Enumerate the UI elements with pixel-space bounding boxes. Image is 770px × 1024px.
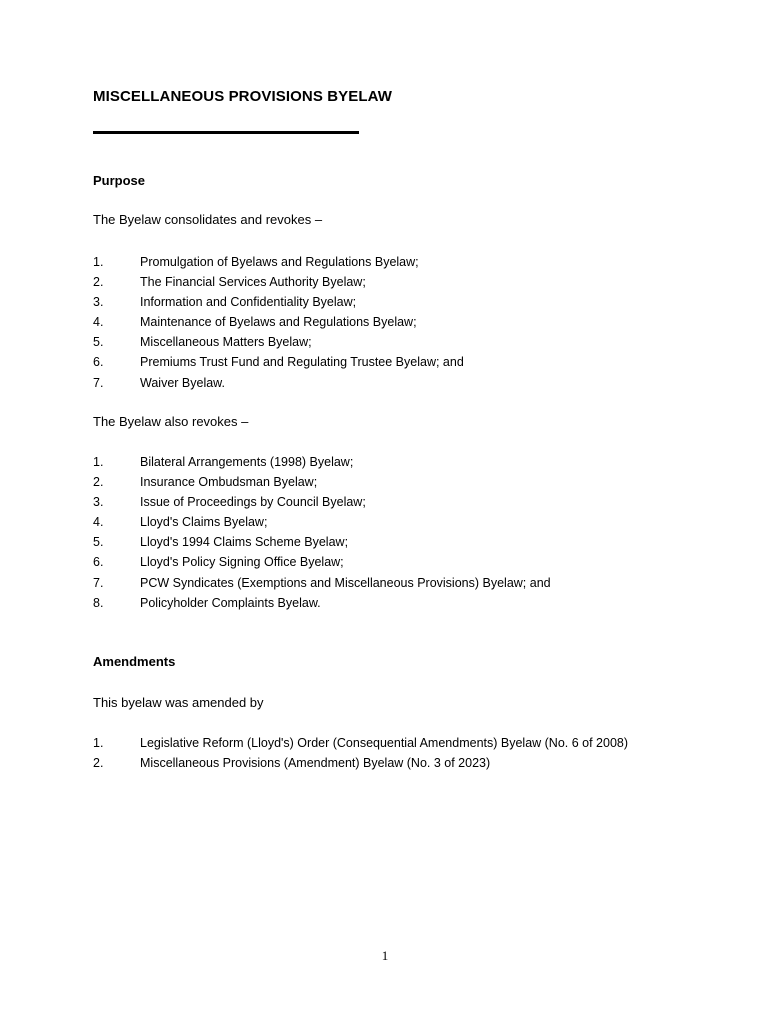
list-item-number: 1. (93, 255, 104, 269)
list-item-text: Issue of Proceedings by Council Byelaw; (140, 495, 366, 510)
list-item-text: Miscellaneous Provisions (Amendment) Byelaw (No. 3 of 2023) (140, 756, 491, 771)
list-item (93, 373, 464, 393)
list-item-text: Information and Confidentiality Byelaw; (140, 295, 357, 310)
revokes-intro: The Byelaw also revokes – (93, 414, 249, 429)
amendments-heading: Amendments (93, 654, 176, 669)
list-item (93, 593, 551, 613)
list-item-number: 7. (93, 575, 104, 590)
list-item-text: Policyholder Complaints Byelaw. (140, 595, 321, 610)
list-item-number: 4. (93, 515, 104, 530)
purpose-heading: Purpose (93, 173, 146, 188)
list-item (93, 272, 464, 292)
list-item-number: 6. (93, 555, 104, 570)
list-item-number: 4. (93, 315, 104, 330)
list-item-text: Bilateral Arrangements (1998) Byelaw; (140, 455, 354, 469)
list-item (93, 472, 551, 492)
list-item-text: The Financial Services Authority Byelaw; (140, 275, 366, 290)
list-item-number: 5. (93, 535, 104, 550)
list-item-text: Maintenance of Byelaws and Regulations Byelaw; (140, 315, 417, 330)
title-underline-rule (93, 131, 359, 134)
list-item-text: Lloyd's 1994 Claims Scheme Byelaw; (140, 535, 349, 550)
list-item-number: 5. (93, 335, 104, 350)
list-item (93, 312, 464, 332)
revoked-byelaws-list (93, 452, 551, 613)
list-item-text: Waiver Byelaw. (140, 375, 225, 390)
list-item-number: 7. (93, 375, 104, 390)
list-item (93, 573, 551, 593)
list-item-text: Promulgation of Byelaws and Regulations Byelaw; (140, 255, 419, 269)
list-item-text: Lloyd's Claims Byelaw; (140, 515, 268, 530)
list-item-text: Premiums Trust Fund and Regulating Trustee Byelaw; and (140, 355, 464, 370)
list-item-number: 2. (93, 756, 104, 771)
list-item-number: 1. (93, 455, 104, 469)
list-item-number: 6. (93, 355, 104, 370)
list-item-text: Miscellaneous Matters Byelaw; (140, 335, 312, 350)
list-item-text: Lloyd's Policy Signing Office Byelaw; (140, 555, 344, 570)
list-item-number: 8. (93, 595, 104, 610)
list-item (93, 332, 464, 352)
list-item-number: 2. (93, 475, 104, 490)
list-item-number: 2. (93, 275, 104, 290)
list-item (93, 292, 464, 312)
list-item (93, 512, 551, 532)
list-item-text: PCW Syndicates (Exemptions and Miscellaneous Provisions) Byelaw; and (140, 575, 551, 590)
list-item (93, 753, 628, 773)
list-item (93, 452, 551, 472)
amendments-list (93, 733, 628, 773)
amendments-intro: This byelaw was amended by (93, 695, 264, 710)
purpose-intro: The Byelaw consolidates and revokes – (93, 212, 323, 227)
list-item-number: 1. (93, 736, 104, 750)
page-number: 1 (381, 948, 389, 963)
list-item (93, 532, 551, 552)
list-item (93, 733, 628, 753)
consolidated-byelaws-list (93, 252, 464, 393)
list-item (93, 252, 464, 272)
list-item-number: 3. (93, 295, 104, 310)
list-item-text: Insurance Ombudsman Byelaw; (140, 475, 318, 490)
list-item-text: Legislative Reform (Lloyd's) Order (Consequential Amendments) Byelaw (No. 6 of 2008) (140, 736, 629, 750)
list-item-number: 3. (93, 495, 104, 510)
list-item (93, 552, 551, 572)
list-item (93, 352, 464, 372)
list-item (93, 492, 551, 512)
page-title: MISCELLANEOUS PROVISIONS BYELAW (93, 88, 392, 105)
